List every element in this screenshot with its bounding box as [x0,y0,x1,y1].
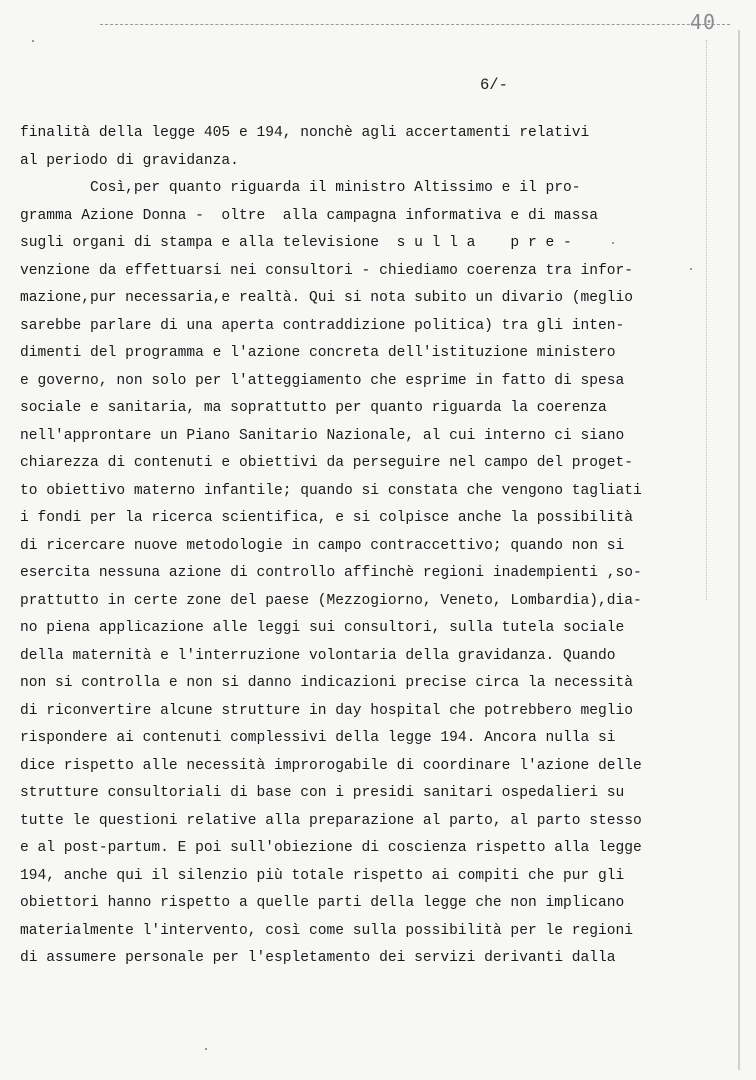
page-top-edge [100,24,730,25]
text-line: sociale e sanitaria, ma soprattutto per quanto riguarda la coerenza [20,400,607,416]
text-line: venzione da effettuarsi nei consultori - chiediamo coerenza tra infor- [20,262,634,279]
text-line: no piena applicazione alle leggi sui consultori, sulla tutela sociale [20,620,625,636]
text-line: to obiettivo materno infantile; quando si constata che vengono tagliati [20,482,642,499]
text-line: materialmente l'intervento, così come sulla possibilità per le regioni [20,922,634,939]
text-line: non si controlla e non si danno indicazioni precise circa la necessità [20,675,634,691]
text-line: Così,per quanto riguarda il ministro Altissimo e il pro- [20,180,581,196]
text-line: strutture consultoriali di base con i presidi sanitari ospedalieri su [20,785,625,801]
text-line: rispondere ai contenuti complessivi della legge 194. Ancora nulla si [20,730,616,746]
text-line: obiettori hanno rispetto a quelle parti della legge che non implicano [20,895,625,911]
page-right-edge [738,30,740,1070]
text-line: di assumere personale per l'espletamento dei servizi derivanti dalla [20,950,616,966]
text-line: sarebbe parlare di una aperta contraddizione politica) tra gli inten- [20,317,625,334]
text-line: esercita nessuna azione di controllo affinchè regioni inadempienti ,so- [20,565,642,581]
text-line: e governo, non solo per l'atteggiamento che esprime in fatto di spesa [20,372,625,389]
text-line: prattutto in certe zone del paese (Mezzogiorno, Veneto, Lombardia),dia- [20,592,642,609]
page-number: 6/- [480,76,508,94]
text-line: dimenti del programma e l'azione concreta dell'istituzione ministero [20,345,616,361]
scan-speck [32,40,34,42]
text-line: mazione,pur necessaria,e realtà. Qui si nota subito un divario (meglio [20,290,634,306]
text-line: di ricercare nuove metodologie in campo contraccettivo; quando non si [20,537,625,554]
scan-speck [205,1048,207,1050]
text-line: finalità della legge 405 e 194, nonchè agli accertamenti relativi [20,125,590,141]
text-line: al periodo di gravidanza. [20,152,239,169]
text-line: della maternità e l'interruzione volontaria della gravidanza. Quando [20,647,616,664]
text-line: di riconvertire alcune strutture in day hospital che potrebbero meglio [20,702,634,719]
text-line: 194, anche qui il silenzio più totale rispetto ai compiti che pur gli [20,867,625,884]
text-line: chiarezza di contenuti e obiettivi da perseguire nel campo del proget- [20,455,634,471]
scan-speck [690,268,692,270]
text-line: nell'approntare un Piano Sanitario Nazionale, al cui interno ci siano [20,427,625,444]
text-line: e al post-partum. E poi sull'obiezione di coscienza rispetto alla legge [20,840,642,856]
text-line: dice rispetto alle necessità improrogabile di coordinare l'azione delle [20,757,642,774]
text-line: gramma Azione Donna - oltre alla campagna informativa e di massa [20,207,599,224]
text-line: tutte le questioni relative alla preparazione al parto, al parto stesso [20,812,642,829]
scan-speck [612,242,614,244]
text-line: sugli organi di stampa e alla televisione s u l l a p r e - [20,235,572,251]
body-text [20,120,710,973]
corner-handwritten-mark: 40 [690,10,717,34]
text-line: i fondi per la ricerca scientifica, e si colpisce anche la possibilità [20,510,634,526]
